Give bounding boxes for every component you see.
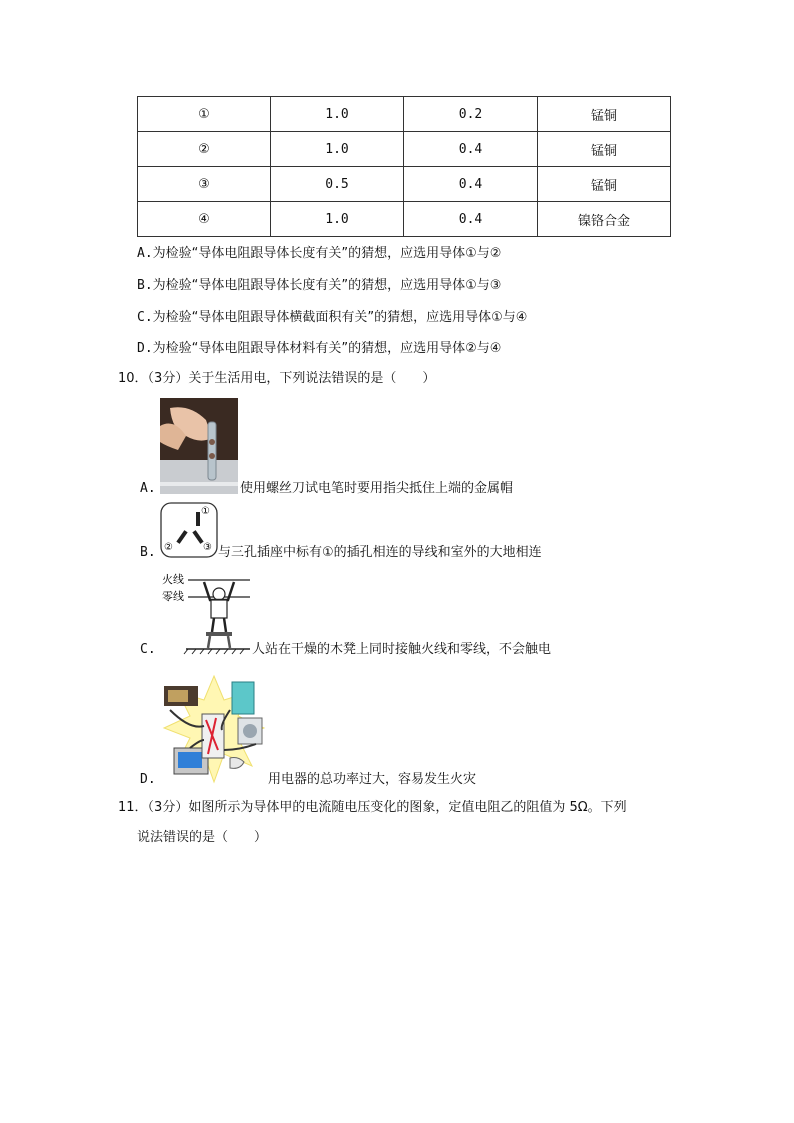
cell-material: 锰铜	[538, 97, 671, 132]
option-text: 为检验“导体电阻跟导体长度有关”的猜想，应选用导体①与③	[152, 278, 502, 293]
person-on-stool-figure	[160, 570, 252, 656]
option-text: 为检验“导体电阻跟导体横截面积有关”的猜想，应选用导体①与④	[152, 310, 528, 325]
q10-option-a	[140, 480, 156, 498]
q10-option-c-text: 人站在干燥的木凳上同时接触火线和零线，不会触电	[252, 642, 552, 657]
q10-option-c	[140, 641, 156, 659]
table-row	[138, 97, 671, 132]
cell-length: 1.0	[271, 97, 404, 132]
q11-stem-line1: 11．（3分）如图所示为导体甲的电流随电压变化的图象，定值电阻乙的阻值为 5Ω。下列	[118, 800, 627, 815]
q10-stem: 10．（3分）关于生活用电，下列说法错误的是（ ）	[118, 371, 436, 386]
option-letter: A.	[137, 246, 153, 261]
option-letter: C.	[140, 642, 156, 657]
three-hole-socket-figure	[160, 502, 218, 558]
cell-length: 1.0	[271, 132, 404, 167]
socket-label-2: ②	[164, 542, 173, 553]
table-row	[138, 202, 671, 237]
q9-option-a	[137, 245, 501, 263]
option-letter: C.	[137, 310, 153, 325]
option-letter: A.	[140, 481, 156, 496]
option-letter: D.	[140, 772, 156, 787]
cell-id: ④	[138, 202, 271, 237]
cell-id: ③	[138, 167, 271, 202]
cell-length: 1.0	[271, 202, 404, 237]
q10-option-b	[140, 544, 156, 562]
q10-option-d-text: 用电器的总功率过大，容易发生火灾	[268, 772, 477, 787]
option-letter: B.	[137, 278, 153, 293]
cell-area: 0.2	[404, 97, 538, 132]
q10-option-b-text: 与三孔插座中标有①的插孔相连的导线和室外的大地相连	[218, 545, 542, 560]
cell-id: ②	[138, 132, 271, 167]
cell-area: 0.4	[404, 167, 538, 202]
cell-material: 锰铜	[538, 167, 671, 202]
q9-option-b	[137, 277, 501, 295]
neutral-wire-label: 零线	[162, 590, 184, 603]
q11-stem-line2: 说法错误的是（ ）	[137, 830, 268, 845]
option-text: 为检验“导体电阻跟导体长度有关”的猜想，应选用导体①与②	[152, 246, 502, 261]
cell-length: 0.5	[271, 167, 404, 202]
q9-option-c	[137, 309, 527, 327]
overloaded-outlet-figure	[160, 670, 268, 788]
option-letter: B.	[140, 545, 156, 560]
test-pen-photo	[160, 398, 238, 494]
cell-material: 镍铬合金	[538, 202, 671, 237]
q10-option-a-text: 使用螺丝刀试电笔时要用指尖抵住上端的金属帽	[240, 481, 514, 496]
socket-label-1: ①	[201, 506, 210, 517]
conductor-table	[137, 96, 671, 237]
table-row	[138, 132, 671, 167]
option-letter: D.	[137, 341, 153, 356]
table-row	[138, 167, 671, 202]
q10-option-d	[140, 771, 156, 789]
q9-option-d	[137, 340, 501, 358]
live-wire-label: 火线	[162, 573, 184, 586]
cell-area: 0.4	[404, 202, 538, 237]
cell-material: 锰铜	[538, 132, 671, 167]
cell-id: ①	[138, 97, 271, 132]
cell-area: 0.4	[404, 132, 538, 167]
socket-label-3: ③	[203, 542, 212, 553]
option-text: 为检验“导体电阻跟导体材料有关”的猜想，应选用导体②与④	[152, 341, 502, 356]
